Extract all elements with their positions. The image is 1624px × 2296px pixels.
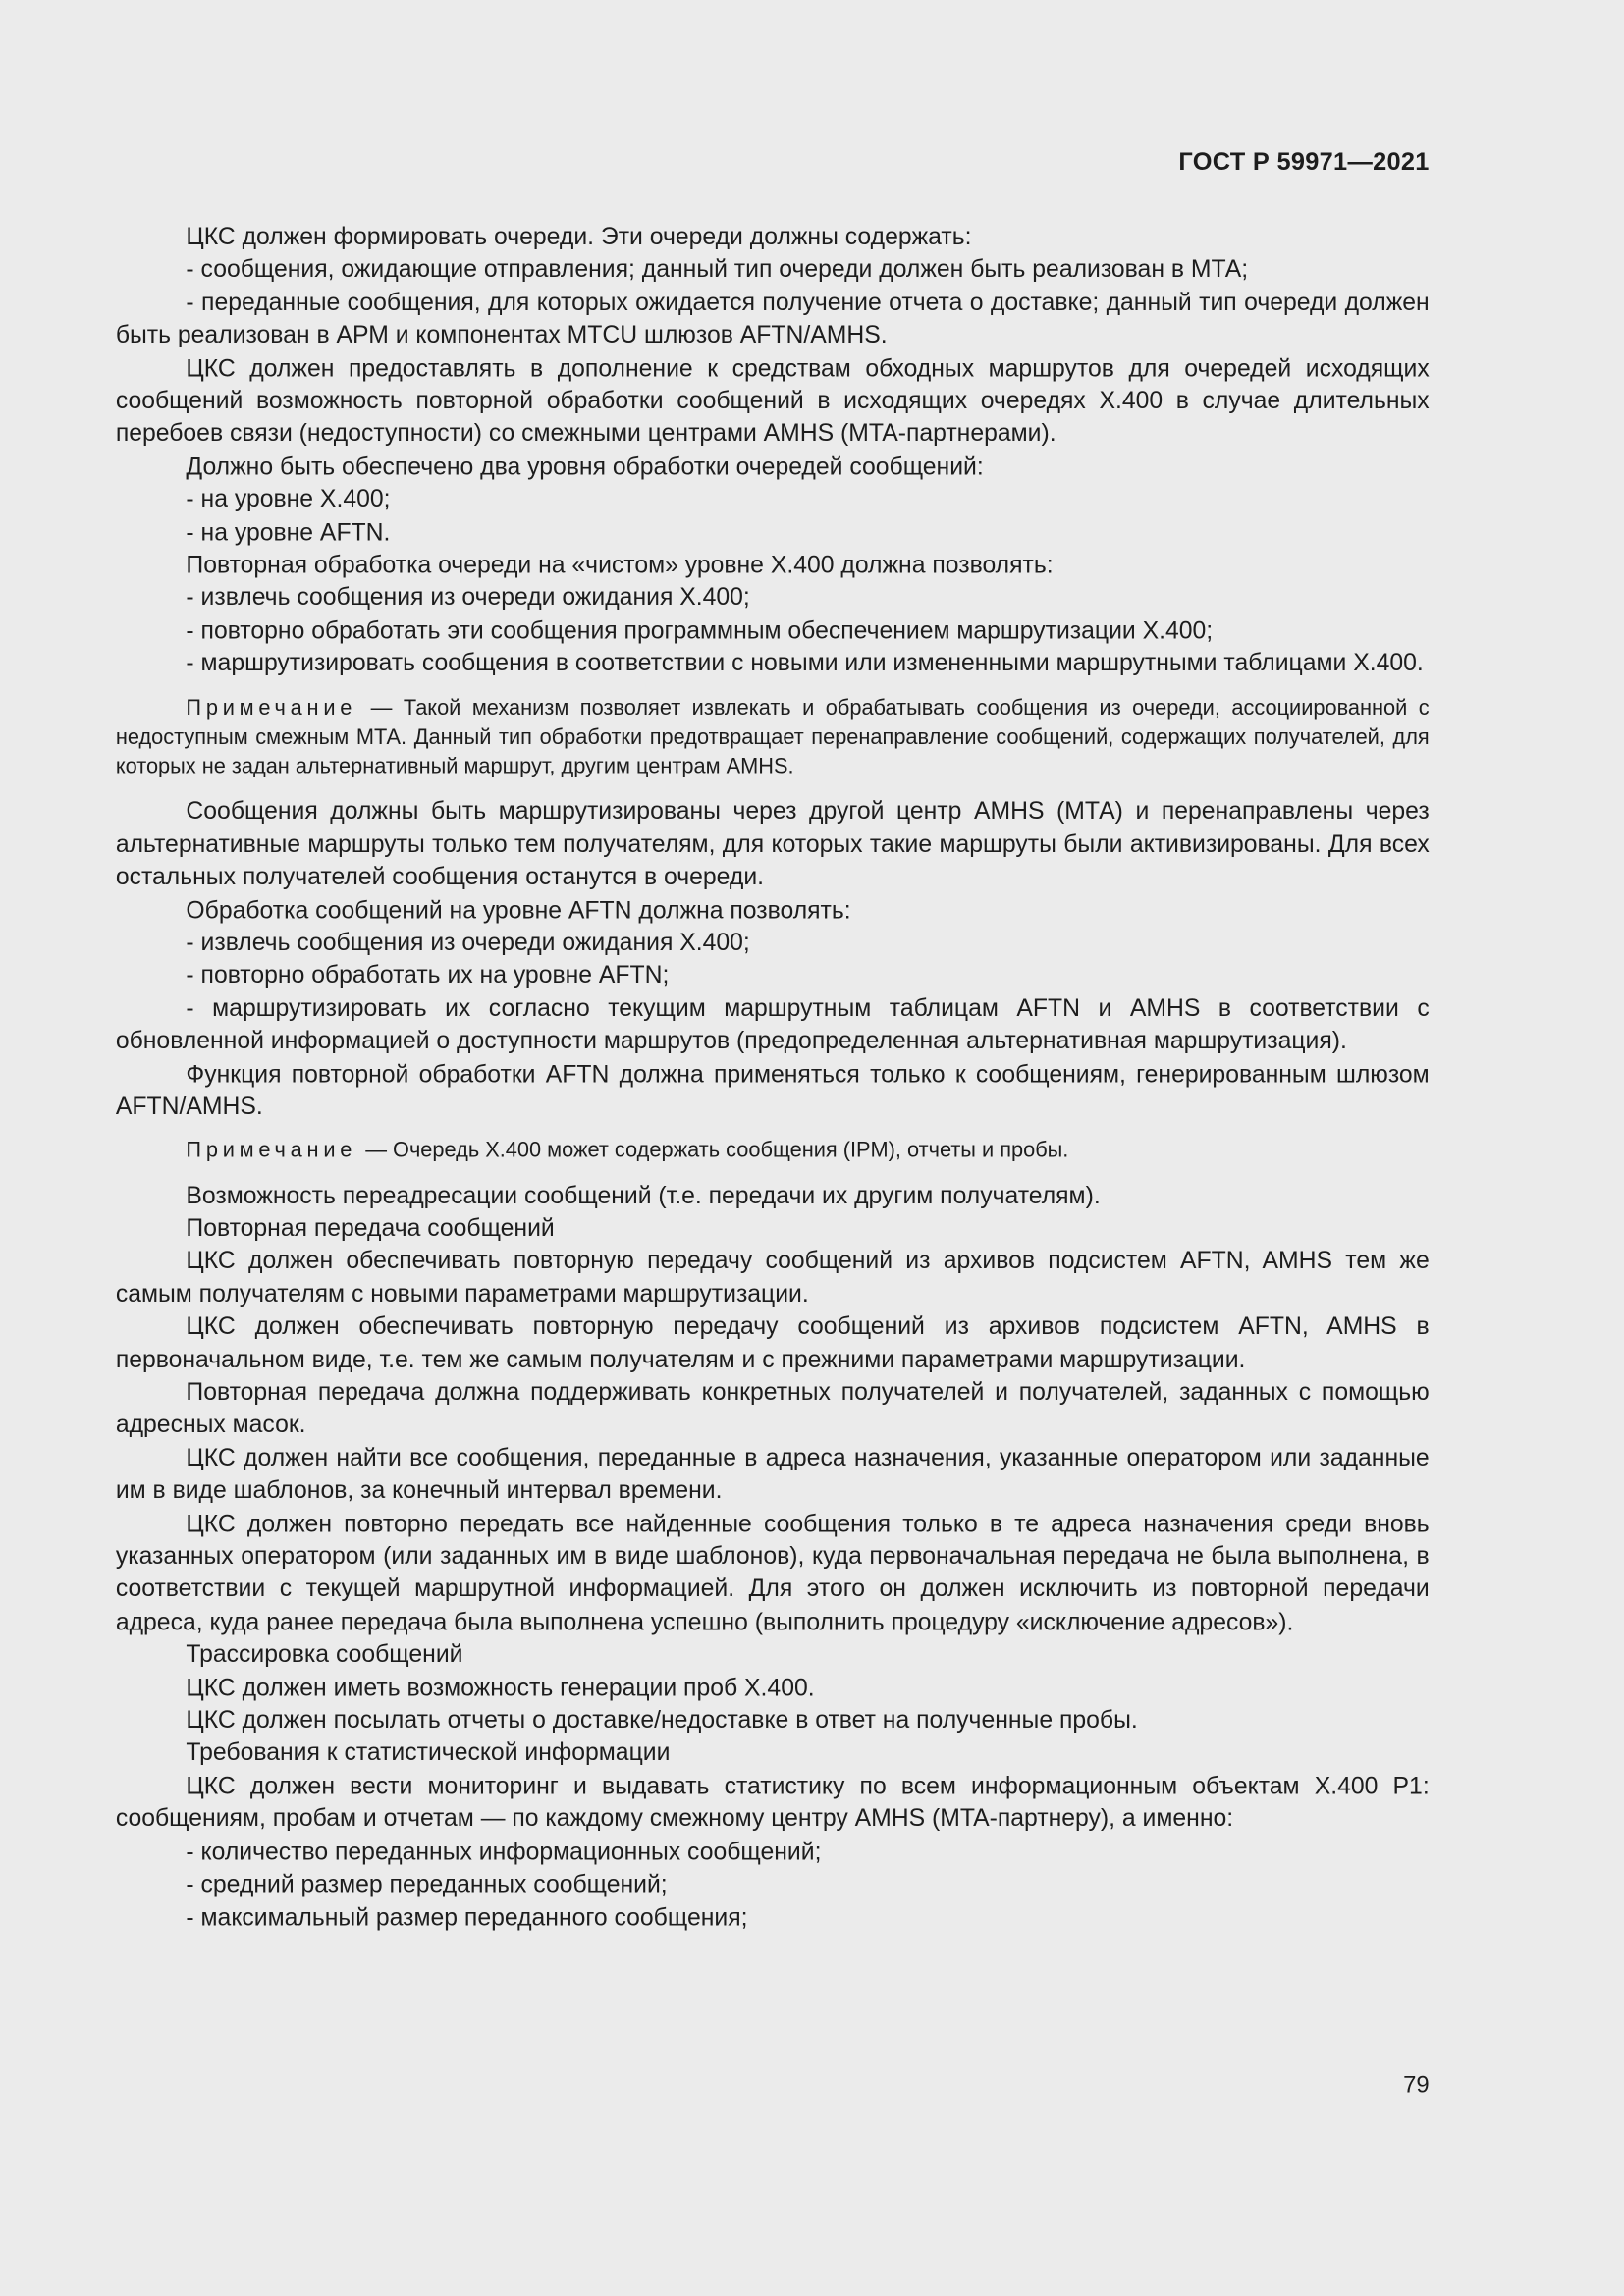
list-item: - сообщения, ожидающие отправления; данный тип очереди должен быть реализован в МТА;: [186, 255, 1249, 284]
list-item: - маршрутизировать их согласно текущим маршрутным таблицам AFTN и AMHS в соответствии с обновленной информацией о доступности маршрутов (предопределенная альтернативная маршрутизация).: [115, 993, 1430, 1055]
body-paragraph: Трассировка сообщений: [186, 1640, 463, 1669]
body-paragraph: ЦКС должен обеспечивать повторную передачу сообщений из архивов подсистем AFTN, AMHS тем же самым получателям с новыми параметрами маршрутизации.: [115, 1246, 1430, 1308]
document-code-header: ГОСТ Р 59971—2021: [1178, 147, 1430, 177]
list-item: - повторно обработать эти сообщения программным обеспечением маршрутизации X.400;: [186, 615, 1214, 645]
list-item: - повторно обработать их на уровне AFTN;: [186, 961, 670, 989]
note-paragraph: [116, 694, 1430, 782]
body-paragraph: ЦКС должен обеспечивать повторную передачу сообщений из архивов подсистем AFTN, AMHS в первоначальном виде, т.е. тем же самым получателям и с прежними параметрами маршрутизации.: [115, 1311, 1430, 1373]
list-item: - на уровне X.400;: [186, 485, 391, 513]
body-paragraph: ЦКС должен повторно передать все найденные сообщения только в те адреса назначения среди вновь указанных оператором (или заданных им в виде шаблонов), куда первоначальная передача не была выполнена, в соответствии с текущей маршрутной информацией. Для этого он должен исключить из повторной передачи адреса, куда ранее передача была выполнена успешно (выполнить процедуру «исключение адресов»).: [115, 1509, 1430, 1635]
note-label: Примечание: [186, 696, 357, 721]
body-paragraph: Сообщения должны быть маршрутизированы через другой центр AMHS (МТА) и перенаправлены через альтернативные маршруты только тем получателям, для которых такие маршруты были активизированы. Для всех остальных получателей сообщения останутся в очереди.: [115, 796, 1430, 891]
body-paragraph: ЦКС должен посылать отчеты о доставке/недоставке в ответ на полученные пробы.: [186, 1705, 1138, 1735]
body-paragraph: Повторная передача должна поддерживать конкретных получателей и получателей, заданных с помощью адресных масок.: [115, 1377, 1430, 1439]
page-number: 79: [1403, 2073, 1430, 2099]
list-item: - переданные сообщения, для которых ожидается получение отчета о доставке; данный тип очереди должен быть реализован в АРМ и компонентах MTCU шлюзов AFTN/AMHS.: [115, 288, 1430, 349]
body-paragraph: Возможность переадресации сообщений (т.е. передачи их другим получателям).: [186, 1181, 1101, 1209]
body-paragraph: ЦКС должен предоставлять в дополнение к средствам обходных маршрутов для очередей исходящих сообщений возможность повторной обработки сообщений в исходящих очередях X.400 в случае длительных перебоев связи (недоступности) со смежными центрами AMHS (MTA-партнерами).: [115, 353, 1430, 448]
list-item: - извлечь сообщения из очереди ожидания X.400;: [186, 928, 750, 956]
list-item: - на уровне AFTN.: [186, 517, 391, 546]
body-paragraph: Должно быть обеспечено два уровня обработки очередей сообщений:: [186, 452, 984, 481]
body-paragraph: ЦКС должен вести мониторинг и выдавать статистику по всем информационным объектам X.400 P1: сообщениям, пробам и отчетам — по каждому смежному центру AMHS (MTA-партнеру), а именно:: [115, 1771, 1430, 1833]
list-item: - количество переданных информационных сообщений;: [186, 1837, 822, 1865]
body-paragraph: ЦКС должен найти все сообщения, переданные в адреса назначения, указанные оператором или заданные им в виде шаблонов, за конечный интервал времени.: [115, 1443, 1430, 1505]
body-paragraph: Обработка сообщений на уровне AFTN должна позволять:: [186, 895, 851, 924]
list-item: - средний размер переданных сообщений;: [186, 1870, 668, 1898]
list-item: - максимальный размер переданного сообщения;: [186, 1902, 748, 1931]
list-item: - извлечь сообщения из очереди ожидания X.400;: [186, 583, 750, 612]
note-paragraph: [116, 1137, 1430, 1166]
body-paragraph: ЦКС должен формировать очереди. Эти очереди должны содержать:: [186, 222, 972, 251]
body-paragraph: Повторная передача сообщений: [186, 1213, 555, 1242]
note-label: Примечание: [186, 1140, 357, 1163]
document-body: [116, 221, 1430, 1934]
body-paragraph: ЦКС должен иметь возможность генерации проб X.400.: [186, 1673, 815, 1701]
body-paragraph: Функция повторной обработки AFTN должна применяться только к сообщениям, генерированным шлюзом AFTN/AMHS.: [115, 1059, 1430, 1121]
note-text: — Очередь X.400 может содержать сообщения (IPM), отчеты и пробы.: [365, 1140, 1069, 1163]
body-paragraph: Повторная обработка очереди на «чистом» уровне X.400 должна позволять:: [186, 550, 1054, 579]
list-item: - маршрутизировать сообщения в соответствии с новыми или измененными маршрутными таблицами X.400.: [186, 649, 1424, 677]
note-text: — Такой механизм позволяет извлекать и обрабатывать сообщения из очереди, ассоциированной с недоступным смежным МТА. Данный тип обработки предотвращает перенаправление сообщений, содержащих получателей, для которых не задан альтернативный маршрут, другим центрам AMHS.: [115, 696, 1430, 779]
body-paragraph: Требования к статистической информации: [186, 1738, 671, 1767]
